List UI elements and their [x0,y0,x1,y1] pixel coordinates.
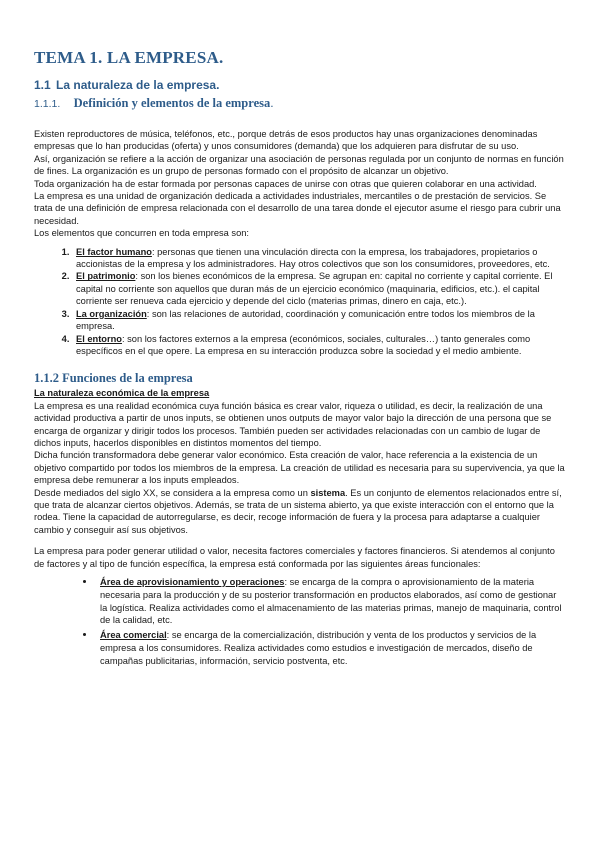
intro-paragraph: Los elementos que concurren en toda empresa son: [34,228,249,239]
body-paragraph: Dicha función transformadora debe generar valor económico. Esta creación de valor, hace referencia a la existencia de un objetivo compartido por todos los miembros de la empresa. La creación de utilidad es necesaria para su supervivencia, ya que la empresa debe remunerar a los inputs empleados. [34,450,565,486]
bold-term: sistema [310,487,346,498]
document-title: TEMA 1. LA EMPRESA. [34,48,224,67]
body-paragraph [34,487,566,537]
elements-list [34,246,566,358]
list-item-text: : personas que tienen una vinculación directa con la empresa, los trabajadores, propietarios o accionistas de la empresa y los administradores. Hay otros colectivos que son los consumidores, proveedores, etc. [76,246,550,270]
list-item [72,246,566,271]
list-item-term: Área comercial [100,630,167,641]
list-item-term: El entorno [76,333,122,344]
text-run: . Es un conjunto de elementos relacionados entre sí, que trata de alcanzar ciertos objetivos. Además, se trata de un sistema abierto, ya que existe interacción con el entorno que la rodea. Tiene la capacidad de autorregularse, es decir, recoge información de fuera y la procesa para adaptarse a cualquier cambio y conseguir así sus objetivos. [34,487,562,535]
list-item-text: : son los factores externos a la empresa (económicos, sociales, culturales…) tanto generales como específicos en el que opere. La empresa en su interacción produzca sobre la sociedad y el medio ambiente. [76,333,531,356]
list-item [72,333,566,358]
list-item-term: Área de aprovisionamiento y operaciones [100,577,285,587]
section-title: Funciones de la empresa [62,371,193,386]
subheading: La naturaleza económica de la empresa [34,388,210,399]
list-item-term: El factor humano [76,246,152,257]
intro-paragraph: Así, organización se refiere a la acción de organizar una asociación de personas regulada por un conjunto de normas en función de fines. La organización es un grupo de personas formado con el propósito de alcanzar un objetivo. [34,153,564,177]
body-paragraph: La empresa para poder generar utilidad o valor, necesita factores comerciales y factores financieros. Si atendemos al conjunto de factores y al tipo de función específica, la empresa está conformada por las siguientes áreas funcionales: [34,546,555,569]
section-heading-1-1 [34,78,566,92]
intro-paragraph: Existen reproductores de música, teléfonos, etc., porque detrás de esos productos hay unas organizaciones denominadas empresas que lo han producidas (oferta) y unos consumidores (demanda) que los adquieren para disfrutar de su uso. [34,129,538,152]
text-run: Desde mediados del siglo XX, se considera a la empresa como un [34,487,311,498]
section-title: La naturaleza de la empresa. [56,78,220,92]
intro-paragraph: La empresa es una unidad de organización dedicada a actividades industriales, mercantiles o de prestación de servicios. Se trata de una definición de empresa relacionada con el desarrollo de una tarea donde el ejecutor asume el riesgo para cubrir una necesidad. [34,191,561,226]
list-item-term: La organización [76,308,147,319]
section-heading-1-1-1 [34,96,566,111]
list-item [96,629,566,667]
section-title-dot: . [270,96,274,110]
section-title: Definición y elementos de la empresa [73,96,271,110]
list-item [96,576,566,627]
list-item [72,270,566,307]
areas-list [34,576,566,668]
list-item [72,308,566,333]
list-item-term: El patrimonio [76,271,136,282]
intro-paragraph: Toda organización ha de estar formada por personas capaces de unirse con otras que quieren colaborar en una actividad. [34,178,537,189]
section-heading-1-1-2 [34,371,566,386]
list-item-text: : se encarga de la compra o aprovisionamiento de la materia necesaria para la producción y de su posterior transformación en productos elaborados, así como de gestionar la logística. Realiza actividades como el almacenamiento de las materias primas, manejo de maquinaria, control de la calidad, etc. [100,577,562,626]
body-paragraph: La empresa es una realidad económica cuya función básica es crear valor, riqueza o utilidad, es decir, la realización de una actividad productiva a partir de unos inputs, se obtienen unos outputs de mayor valor bajo la dirección de una persona que se encarga de organizar y dirigir todos los procesos. También pueden ser actividades relacionadas con un cambio de lugar de dichos inputs, hacerlos disponibles en distintos momentos del tiempo. [34,400,552,448]
list-item-text: : son los bienes económicos de la empresa. Se agrupan en: capital no corriente y capital corriente. El capital no corriente son aquellos que duran más de un ejercicio económico (maquinaria, edificios, etc.). el capital corriente ser renueva cada ejercicio y depende del ciclo (materias primas, dinero en caja, etc.). [76,271,553,307]
list-item-text: : son las relaciones de autoridad, coordinación y comunicación entre todos los miembros de la empresa. [76,308,535,332]
section-number: 1.1 [34,78,51,92]
section-number: 1.1.1. [34,98,61,110]
section-number: 1.1.2 [34,371,59,386]
list-item-text: : se encarga de la comercialización, distribución y venta de los productos y servicios de la empresa a los consumidores. Realiza actividades como estudios e investigación de mercados, diseño de campañas publicitarias, información, servicio postventa, etc. [100,630,537,666]
